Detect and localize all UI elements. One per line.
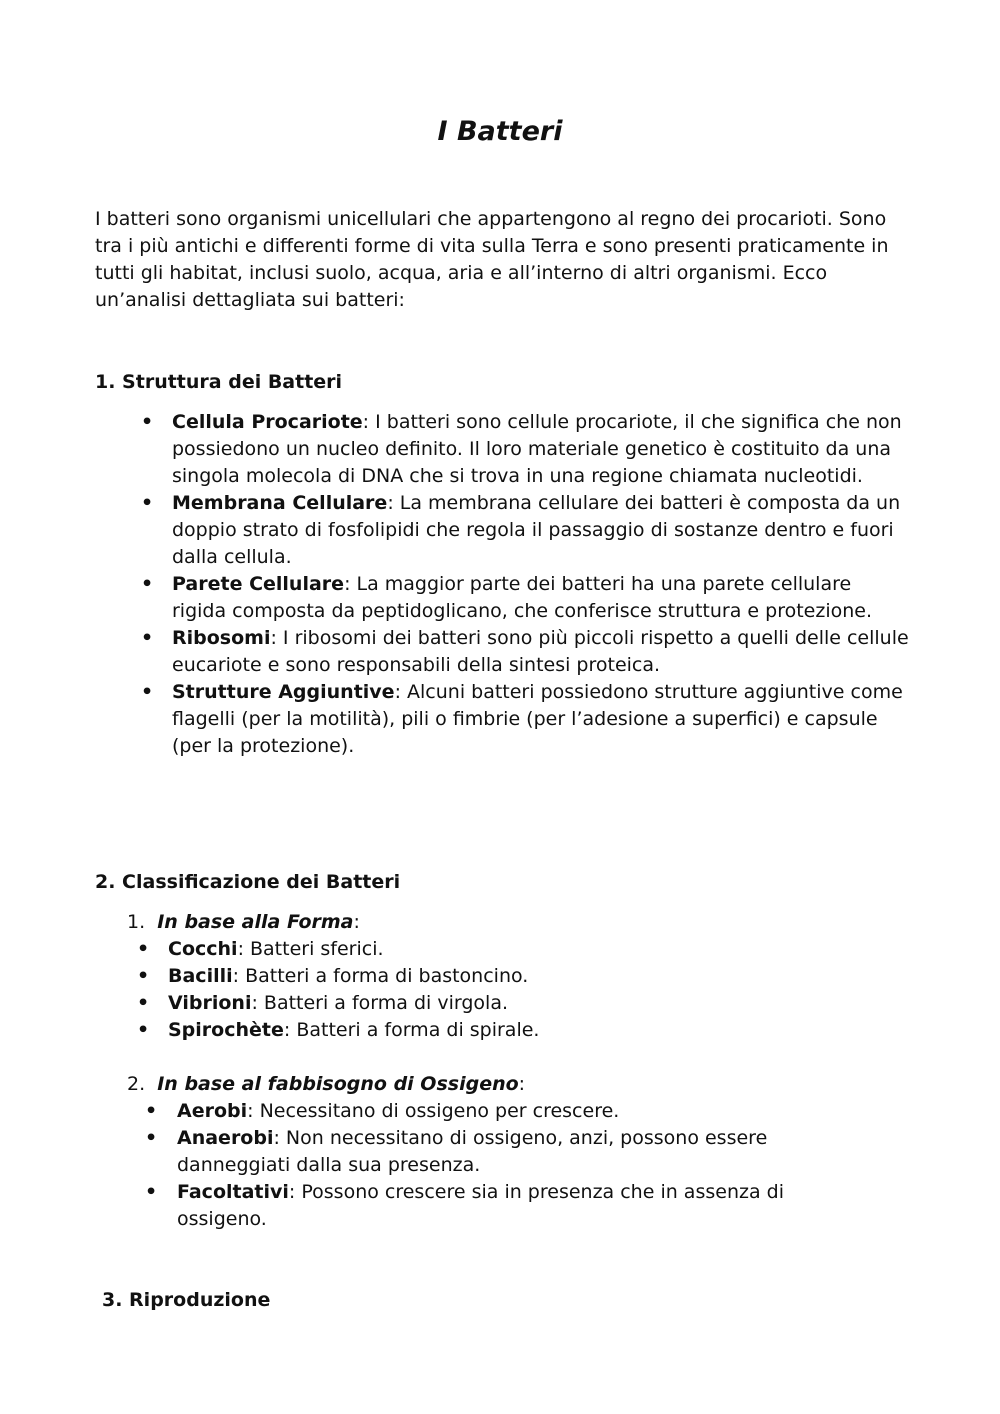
intro-paragraph: I batteri sono organismi unicellulari che appartengono al regno dei procarioti. Sono tra i più antichi e differenti forme di vita sulla Terra e sono presenti praticamente in tutti gli habitat, inclusi suolo, acqua, aria e all’interno di altri organismi. Ecco un’analisi dettagliata sui batteri: (95, 208, 889, 311)
item-term: Anaerobi (177, 1127, 274, 1149)
section-heading-classificazione: 2. Classificazione dei Batteri (95, 871, 401, 893)
item-text: : Batteri a forma di bastoncino. (232, 965, 529, 987)
item-text: : Non necessitano di ossigeno, anzi, possono essere danneggiati dalla sua presenza. (177, 1127, 768, 1176)
section-heading-riproduzione: 3. Riproduzione (102, 1289, 271, 1311)
item-text: : La membrana cellulare dei batteri è composta da un doppio strato di fosfolipidi che regola il passaggio di sostanze dentro e fuori dalla cellula. (172, 492, 901, 568)
list-item (145, 1098, 845, 1125)
item-text: : La maggior parte dei batteri ha una parete cellulare rigida composta da peptidoglicano, che conferisce struttura e protezione. (172, 573, 872, 622)
list-item (137, 963, 897, 990)
bullet-icon: • (141, 411, 154, 433)
list-item (141, 625, 911, 679)
item-text: : Alcuni batteri possiedono strutture aggiuntive come flagelli (per la motilità), pili o fimbrie (per l’adesione a superfici) e capsule (per la protezione). (172, 681, 903, 757)
item-term: Spirochète (168, 1019, 284, 1041)
bullet-icon: • (137, 938, 150, 960)
struttura-list (141, 409, 911, 760)
bullet-icon: • (145, 1127, 158, 1149)
list-item (145, 1125, 845, 1179)
item-term: Cellula Procariote (172, 411, 363, 433)
bullet-icon: • (137, 965, 150, 987)
list-item (141, 409, 911, 490)
bullet-icon: • (141, 492, 154, 514)
item-term: Bacilli (168, 965, 233, 987)
sublist-number: 1. (127, 911, 146, 933)
item-text: : Batteri sferici. (237, 938, 384, 960)
item-text: : I batteri sono cellule procariote, il che significa che non possiedono un nucleo definito. Il loro materiale genetico è costituito da una singola molecola di DNA che si trova in una regione chiamata nucleotidi. (172, 411, 902, 487)
list-item (141, 490, 911, 571)
item-term: Strutture Aggiuntive (172, 681, 395, 703)
bullet-icon: • (141, 627, 154, 649)
sublist-suffix: : (353, 911, 360, 933)
sublist-heading-ossigeno (127, 1071, 525, 1098)
item-text: : Batteri a forma di virgola. (251, 992, 508, 1014)
sublist-number: 2. (127, 1073, 146, 1095)
list-item (145, 1179, 845, 1233)
forma-list (137, 936, 897, 1044)
sublist-heading-forma (127, 909, 360, 936)
item-term: Membrana Cellulare (172, 492, 388, 514)
sublist-label: In base al fabbisogno di Ossigeno (157, 1073, 519, 1095)
item-term: Vibrioni (168, 992, 252, 1014)
bullet-icon: • (137, 1019, 150, 1041)
sublist-label: In base alla Forma (157, 911, 354, 933)
item-term: Facoltativi (177, 1181, 289, 1203)
bullet-icon: • (145, 1100, 158, 1122)
item-text: : Possono crescere sia in presenza che in assenza di ossigeno. (177, 1181, 784, 1230)
bullet-icon: • (137, 992, 150, 1014)
ossigeno-list (145, 1098, 845, 1233)
item-text: : Necessitano di ossigeno per crescere. (247, 1100, 620, 1122)
sublist-suffix: : (518, 1073, 526, 1095)
item-term: Ribosomi (172, 627, 271, 649)
bullet-icon: • (141, 573, 154, 595)
bullet-icon: • (141, 681, 154, 703)
list-item (137, 936, 897, 963)
item-text: : I ribosomi dei batteri sono più piccoli rispetto a quelli delle cellule eucariote e sono responsabili della sintesi proteica. (172, 627, 909, 676)
list-item (141, 571, 911, 625)
section-heading-struttura: 1. Struttura dei Batteri (95, 371, 343, 393)
bullet-icon: • (145, 1181, 158, 1203)
item-term: Parete Cellulare (172, 573, 345, 595)
item-term: Aerobi (177, 1100, 248, 1122)
list-item (141, 679, 911, 760)
list-item (137, 1017, 897, 1044)
item-text: : Batteri a forma di spirale. (283, 1019, 540, 1041)
item-term: Cocchi (168, 938, 238, 960)
document-title: I Batteri (437, 116, 563, 147)
list-item (137, 990, 897, 1017)
